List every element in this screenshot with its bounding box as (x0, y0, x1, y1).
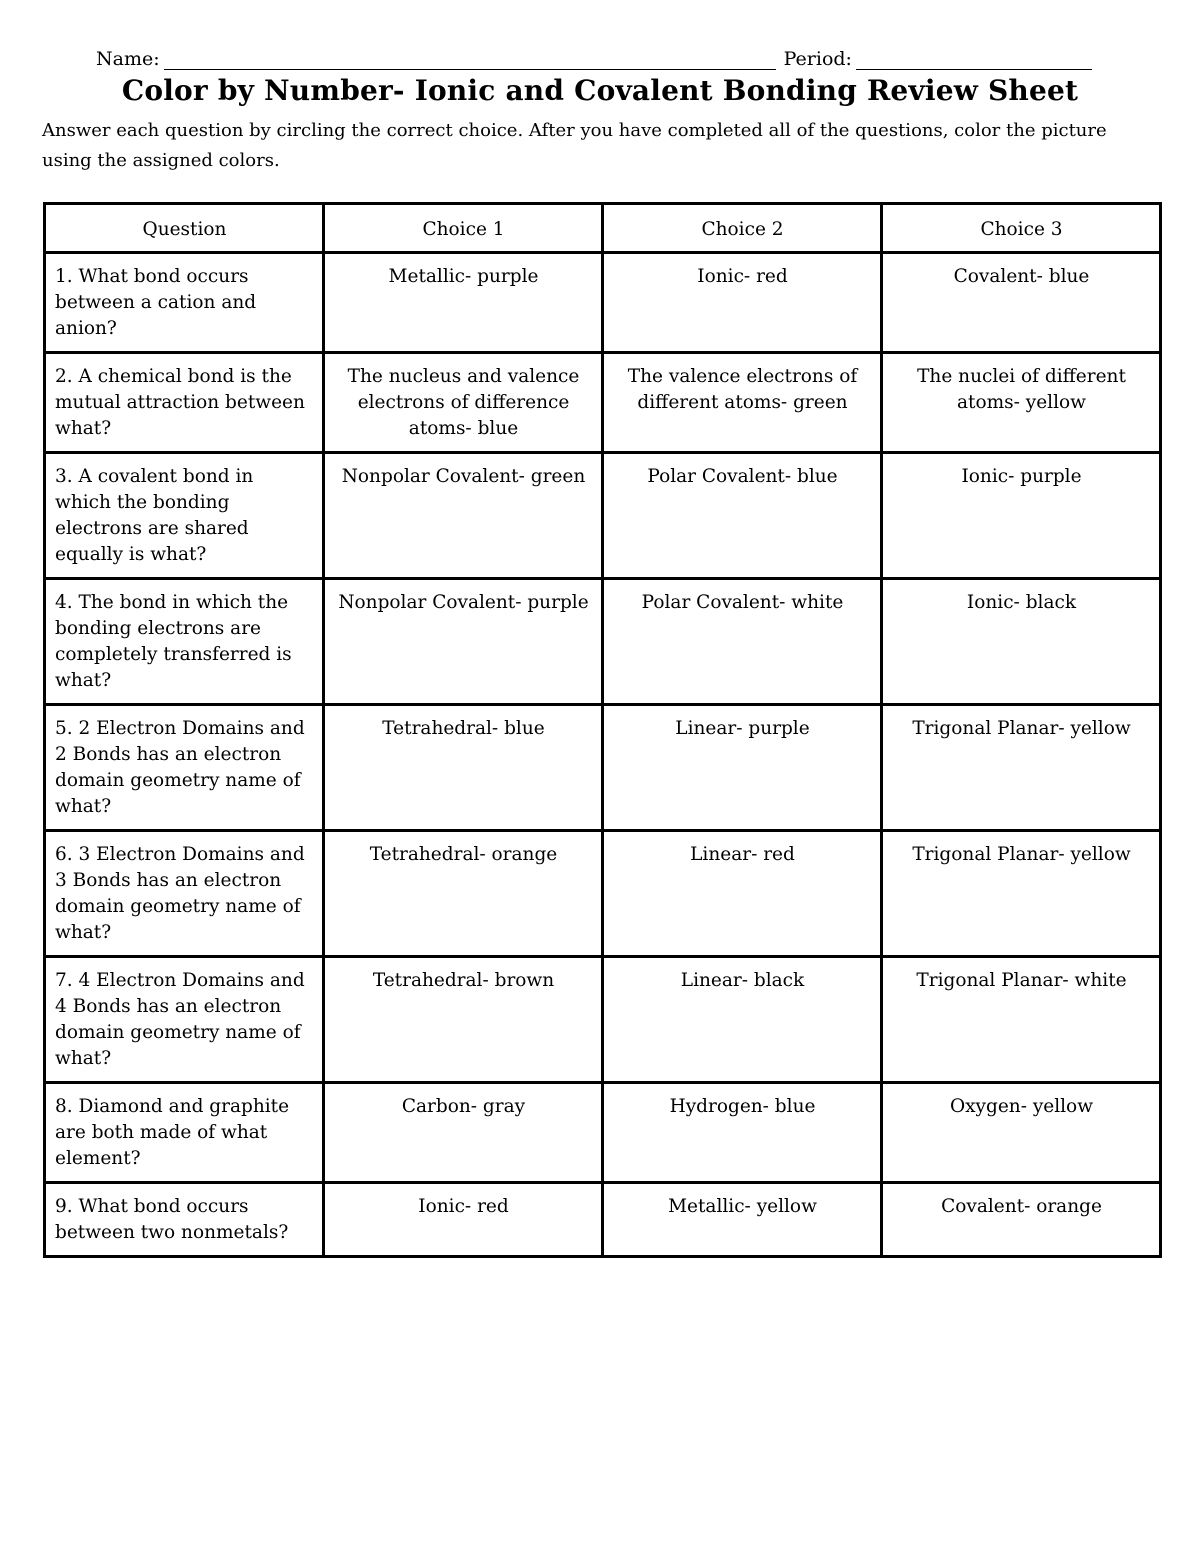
table-row (45, 1183, 1161, 1257)
table-row (45, 579, 1161, 705)
question-cell: 9. What bond occurs between two nonmetals? (45, 1183, 324, 1257)
instructions-text: Answer each question by circling the correct choice. After you have completed all of the questions, color the picture using the assigned colors. (42, 120, 1107, 171)
name-label: Name: (96, 48, 160, 70)
period-label: Period: (783, 48, 852, 70)
table-row (45, 705, 1161, 831)
choice-cell[interactable]: Ionic- red (324, 1183, 603, 1257)
table-row (45, 1083, 1161, 1183)
question-cell: 4. The bond in which the bonding electrons are completely transferred is what? (45, 579, 324, 705)
header-choice-3: Choice 3 (882, 204, 1161, 253)
question-cell: 2. A chemical bond is the mutual attraction between what? (45, 353, 324, 453)
question-cell: 8. Diamond and graphite are both made of what element? (45, 1083, 324, 1183)
period-field[interactable] (856, 49, 1092, 70)
choice-cell[interactable]: Ionic- purple (882, 453, 1161, 579)
table-row (45, 253, 1161, 353)
choice-cell[interactable]: Polar Covalent- white (603, 579, 882, 705)
choice-cell[interactable]: Metallic- yellow (603, 1183, 882, 1257)
name-period-line (96, 44, 1106, 70)
choice-cell[interactable]: Polar Covalent- blue (603, 453, 882, 579)
choice-cell[interactable]: Trigonal Planar- yellow (882, 831, 1161, 957)
page-title: Color by Number- Ionic and Covalent Bonding Review Sheet (121, 74, 1079, 107)
question-cell: 7. 4 Electron Domains and 4 Bonds has an electron domain geometry name of what? (45, 957, 324, 1083)
table-row (45, 831, 1161, 957)
choice-cell[interactable]: Hydrogen- blue (603, 1083, 882, 1183)
choice-cell[interactable]: Covalent- blue (882, 253, 1161, 353)
choice-cell[interactable]: Oxygen- yellow (882, 1083, 1161, 1183)
question-cell: 3. A covalent bond in which the bonding electrons are shared equally is what? (45, 453, 324, 579)
choice-cell[interactable]: Linear- black (603, 957, 882, 1083)
question-cell: 1. What bond occurs between a cation and anion? (45, 253, 324, 353)
choice-cell[interactable]: Tetrahedral- blue (324, 705, 603, 831)
choice-cell[interactable]: Tetrahedral- orange (324, 831, 603, 957)
header-choice-2: Choice 2 (603, 204, 882, 253)
choice-cell[interactable]: Trigonal Planar- white (882, 957, 1161, 1083)
choice-cell[interactable]: Metallic- purple (324, 253, 603, 353)
choice-cell[interactable]: Linear- purple (603, 705, 882, 831)
header-choice-1: Choice 1 (324, 204, 603, 253)
choice-cell[interactable]: Covalent- orange (882, 1183, 1161, 1257)
choice-cell[interactable]: Trigonal Planar- yellow (882, 705, 1161, 831)
choice-cell[interactable]: Nonpolar Covalent- green (324, 453, 603, 579)
header-question: Question (45, 204, 324, 253)
choice-cell[interactable]: Linear- red (603, 831, 882, 957)
choice-cell[interactable]: Ionic- black (882, 579, 1161, 705)
question-cell: 6. 3 Electron Domains and 3 Bonds has an electron domain geometry name of what? (45, 831, 324, 957)
review-table (43, 202, 1162, 1258)
choice-cell[interactable]: Ionic- red (603, 253, 882, 353)
choice-cell[interactable]: The nuclei of different atoms- yellow (882, 353, 1161, 453)
table-row (45, 957, 1161, 1083)
choice-cell[interactable]: Carbon- gray (324, 1083, 603, 1183)
table-row (45, 353, 1161, 453)
name-field[interactable] (164, 49, 776, 70)
choice-cell[interactable]: The valence electrons of different atoms- green (603, 353, 882, 453)
question-cell: 5. 2 Electron Domains and 2 Bonds has an electron domain geometry name of what? (45, 705, 324, 831)
choice-cell[interactable]: Nonpolar Covalent- purple (324, 579, 603, 705)
table-row (45, 453, 1161, 579)
choice-cell[interactable]: The nucleus and valence electrons of difference atoms- blue (324, 353, 603, 453)
table-header-row (45, 204, 1161, 253)
choice-cell[interactable]: Tetrahedral- brown (324, 957, 603, 1083)
